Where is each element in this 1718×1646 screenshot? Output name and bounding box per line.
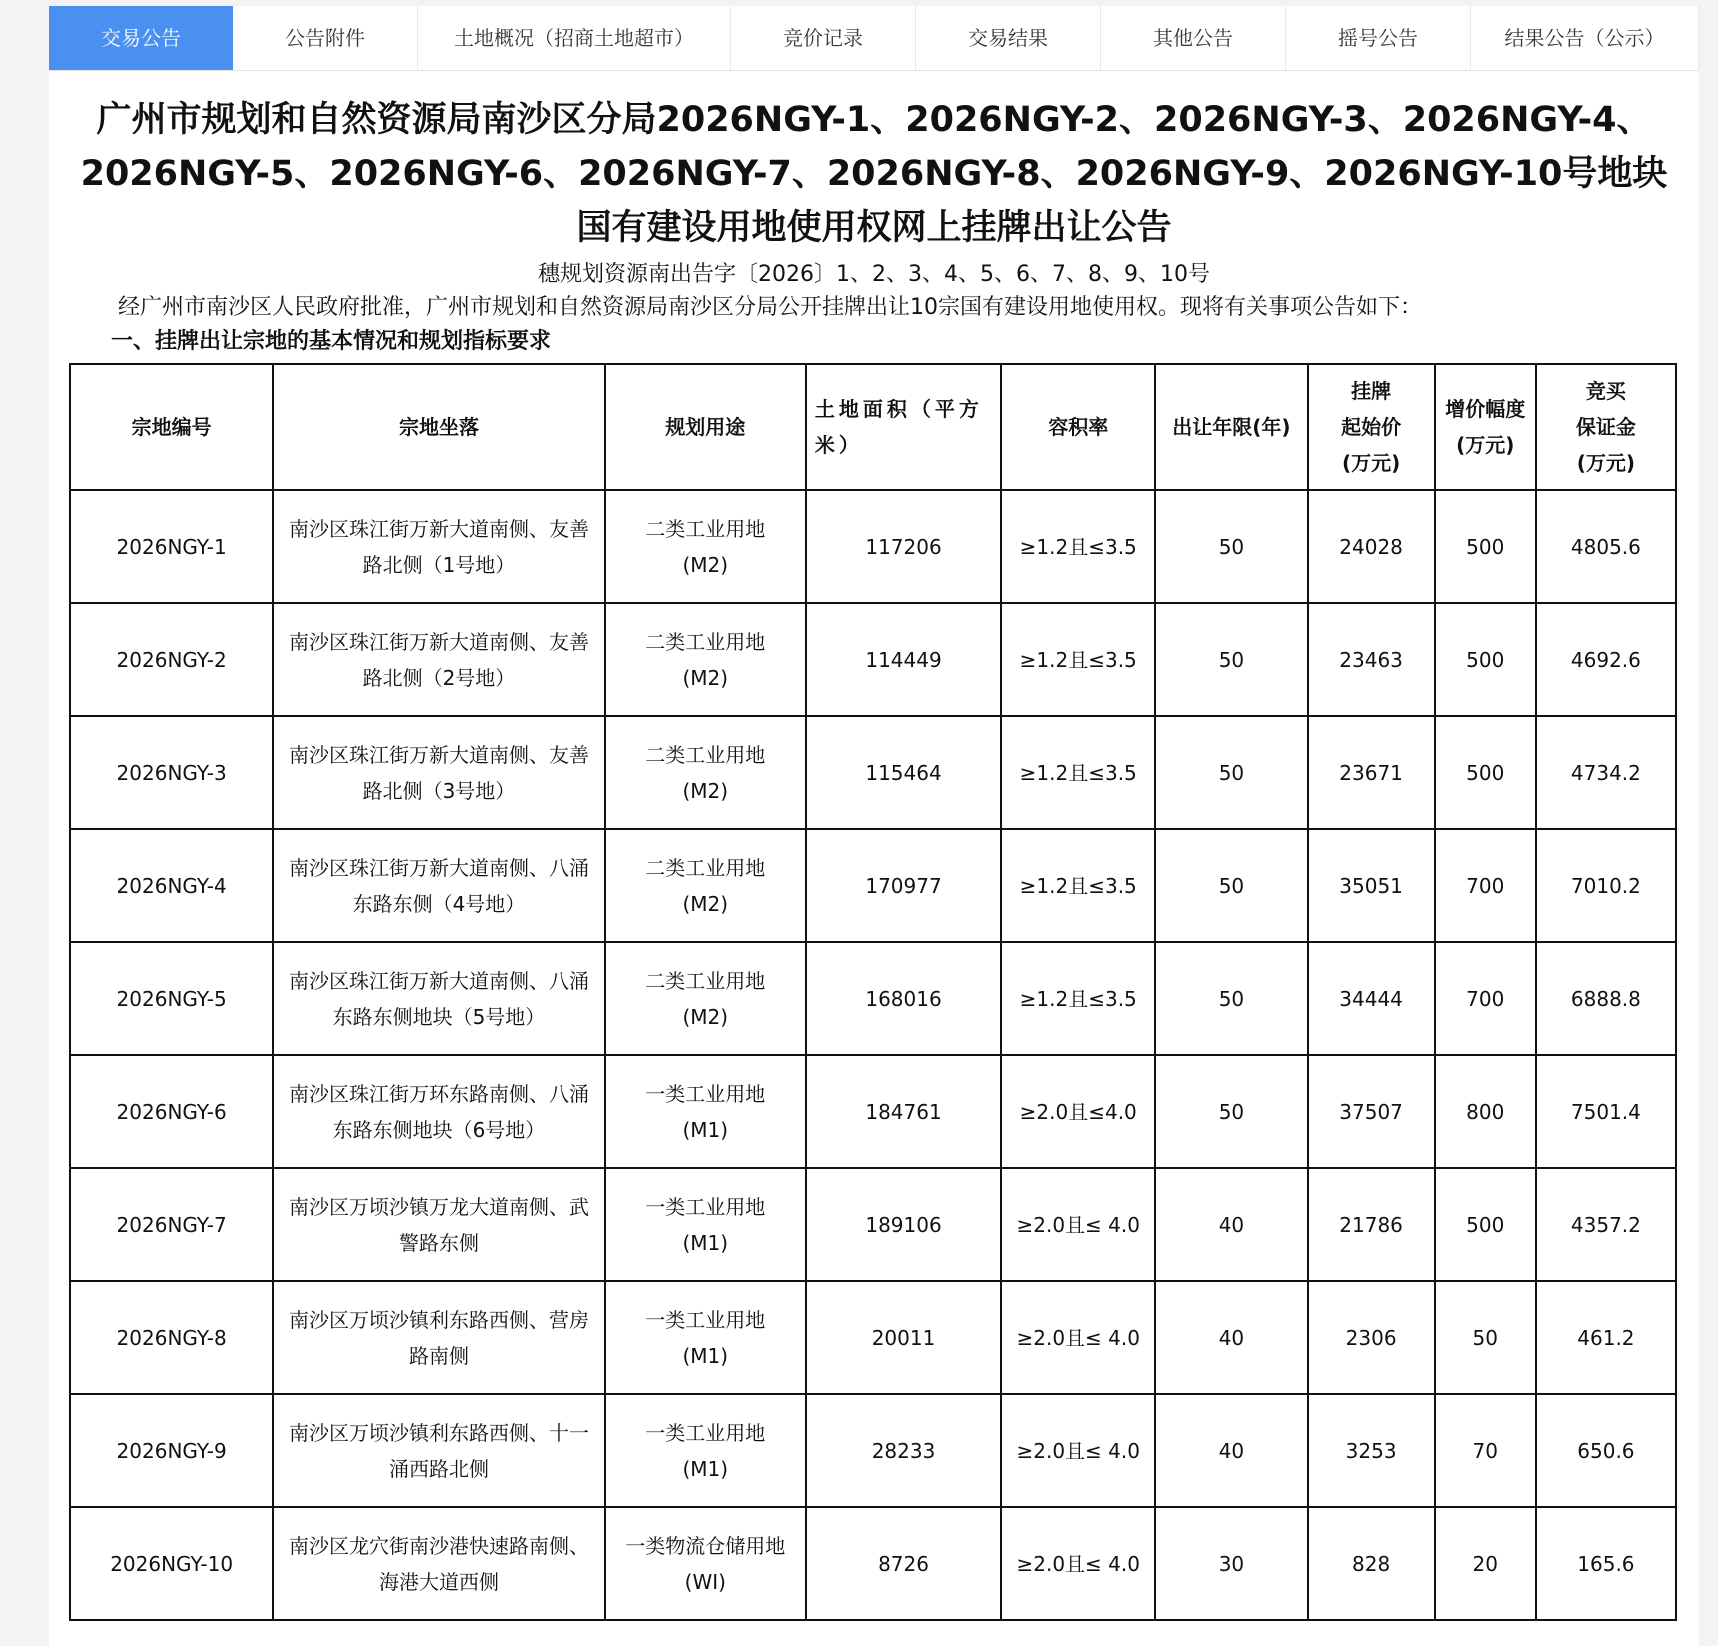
cell-lot-no: 2026NGY-7 bbox=[70, 1168, 273, 1281]
cell-use bbox=[605, 1055, 806, 1168]
page-title: 广州市规划和自然资源局南沙区分局2026NGY-1、2026NGY-2、2026NGY-3、2026NGY-4、2026NGY-5、2026NGY-6、2026NGY-7、2026NGY-8、2026NGY-9、2026NGY-10号地块国有建设用地使用权网上挂牌出让公告 bbox=[80, 100, 1668, 248]
cell-use-code: (M1) bbox=[682, 1456, 729, 1481]
cell-far: ≥2.0且≤4.0 bbox=[1001, 1055, 1155, 1168]
cell-increment: 500 bbox=[1435, 603, 1536, 716]
cell-deposit: 7010.2 bbox=[1536, 829, 1676, 942]
cell-lot-no: 2026NGY-6 bbox=[70, 1055, 273, 1168]
tab-attachments[interactable]: 公告附件 bbox=[233, 6, 418, 70]
cell-area: 8726 bbox=[806, 1507, 1001, 1620]
table-row bbox=[70, 942, 1676, 1055]
cell-use bbox=[605, 1281, 806, 1394]
cell-use bbox=[605, 1168, 806, 1281]
cell-start-price: 2306 bbox=[1308, 1281, 1435, 1394]
header-deposit-line: 保证金 bbox=[1575, 415, 1636, 439]
cell-lot-no: 2026NGY-4 bbox=[70, 829, 273, 942]
cell-start-price: 37507 bbox=[1308, 1055, 1435, 1168]
cell-deposit: 461.2 bbox=[1536, 1281, 1676, 1394]
cell-location: 南沙区万顷沙镇利东路西侧、营房路南侧 bbox=[273, 1281, 604, 1394]
table-row bbox=[70, 1394, 1676, 1507]
cell-area: 184761 bbox=[806, 1055, 1001, 1168]
cell-location: 南沙区万顷沙镇万龙大道南侧、武警路东侧 bbox=[273, 1168, 604, 1281]
cell-area: 189106 bbox=[806, 1168, 1001, 1281]
header-lot-no: 宗地编号 bbox=[70, 364, 273, 490]
tab-bid-records[interactable]: 竞价记录 bbox=[731, 6, 916, 70]
header-location: 宗地坐落 bbox=[273, 364, 604, 490]
header-increment bbox=[1435, 364, 1536, 490]
intro-paragraph: 经广州市南沙区人民政府批准，广州市规划和自然资源局南沙区分局公开挂牌出让10宗国有建设用地使用权。现将有关事项公告如下： bbox=[118, 295, 1422, 320]
cell-use-code: (M1) bbox=[682, 1343, 729, 1368]
cell-lot-no: 2026NGY-5 bbox=[70, 942, 273, 1055]
cell-use bbox=[605, 1507, 806, 1620]
cell-use-name: 二类工业用地 bbox=[645, 516, 766, 541]
cell-location: 南沙区珠江街万环东路南侧、八涌东路东侧地块（6号地） bbox=[273, 1055, 604, 1168]
header-start-price-line: (万元) bbox=[1341, 451, 1401, 475]
cell-increment: 800 bbox=[1435, 1055, 1536, 1168]
header-far: 容积率 bbox=[1001, 364, 1155, 490]
cell-deposit: 4805.6 bbox=[1536, 490, 1676, 603]
cell-far: ≥1.2且≤3.5 bbox=[1001, 716, 1155, 829]
cell-lot-no: 2026NGY-3 bbox=[70, 716, 273, 829]
cell-far: ≥2.0且≤ 4.0 bbox=[1001, 1507, 1155, 1620]
cell-lot-no: 2026NGY-9 bbox=[70, 1394, 273, 1507]
header-increment-line: 增价幅度 bbox=[1445, 397, 1526, 421]
cell-far: ≥2.0且≤ 4.0 bbox=[1001, 1168, 1155, 1281]
cell-deposit: 4692.6 bbox=[1536, 603, 1676, 716]
cell-far: ≥1.2且≤3.5 bbox=[1001, 603, 1155, 716]
cell-location: 南沙区珠江街万新大道南侧、八涌东路东侧（4号地） bbox=[273, 829, 604, 942]
cell-deposit: 4734.2 bbox=[1536, 716, 1676, 829]
cell-start-price: 35051 bbox=[1308, 829, 1435, 942]
cell-increment: 70 bbox=[1435, 1394, 1536, 1507]
header-area: 土地面积（平方米） bbox=[806, 364, 1001, 490]
cell-increment: 700 bbox=[1435, 829, 1536, 942]
cell-lot-no: 2026NGY-8 bbox=[70, 1281, 273, 1394]
table-row bbox=[70, 1507, 1676, 1620]
cell-lot-no: 2026NGY-10 bbox=[70, 1507, 273, 1620]
cell-far: ≥2.0且≤ 4.0 bbox=[1001, 1281, 1155, 1394]
cell-use-code: (M2) bbox=[682, 891, 729, 916]
cell-start-price: 21786 bbox=[1308, 1168, 1435, 1281]
cell-far: ≥1.2且≤3.5 bbox=[1001, 829, 1155, 942]
cell-lot-no: 2026NGY-2 bbox=[70, 603, 273, 716]
cell-use bbox=[605, 829, 806, 942]
land-lots-table bbox=[69, 363, 1677, 1621]
cell-increment: 50 bbox=[1435, 1281, 1536, 1394]
cell-far: ≥1.2且≤3.5 bbox=[1001, 942, 1155, 1055]
cell-use-code: (WI) bbox=[684, 1569, 726, 1594]
cell-start-price: 24028 bbox=[1308, 490, 1435, 603]
cell-use-code: (M2) bbox=[682, 778, 729, 803]
header-increment-line: (万元) bbox=[1456, 433, 1515, 457]
cell-far: ≥1.2且≤3.5 bbox=[1001, 490, 1155, 603]
cell-deposit: 6888.8 bbox=[1536, 942, 1676, 1055]
cell-use-name: 二类工业用地 bbox=[645, 968, 766, 993]
table-row bbox=[70, 1168, 1676, 1281]
cell-area: 114449 bbox=[806, 603, 1001, 716]
tab-bar bbox=[49, 6, 1699, 71]
cell-start-price: 3253 bbox=[1308, 1394, 1435, 1507]
cell-area: 20011 bbox=[806, 1281, 1001, 1394]
tab-land-overview[interactable]: 土地概况（招商土地超市） bbox=[418, 6, 731, 70]
table-row bbox=[70, 1055, 1676, 1168]
cell-increment: 500 bbox=[1435, 490, 1536, 603]
cell-location: 南沙区珠江街万新大道南侧、友善路北侧（3号地） bbox=[273, 716, 604, 829]
cell-use-name: 二类工业用地 bbox=[645, 855, 766, 880]
cell-term: 30 bbox=[1155, 1507, 1307, 1620]
cell-term: 40 bbox=[1155, 1394, 1307, 1507]
cell-deposit: 7501.4 bbox=[1536, 1055, 1676, 1168]
cell-use-name: 一类物流仓储用地 bbox=[625, 1533, 786, 1558]
cell-start-price: 828 bbox=[1308, 1507, 1435, 1620]
cell-area: 117206 bbox=[806, 490, 1001, 603]
header-deposit bbox=[1536, 364, 1676, 490]
header-deposit-line: (万元) bbox=[1576, 451, 1636, 475]
cell-term: 50 bbox=[1155, 829, 1307, 942]
document-number: 穗规划资源南出告字〔2026〕1、2、3、4、5、6、7、8、9、10号 bbox=[538, 262, 1210, 287]
cell-term: 50 bbox=[1155, 942, 1307, 1055]
cell-use-code: (M2) bbox=[682, 552, 729, 577]
tab-trade-announcement[interactable]: 交易公告 bbox=[49, 6, 233, 70]
cell-use bbox=[605, 490, 806, 603]
tab-trade-results[interactable]: 交易结果 bbox=[916, 6, 1101, 70]
cell-deposit: 165.6 bbox=[1536, 1507, 1676, 1620]
header-term: 出让年限(年) bbox=[1155, 364, 1307, 490]
tab-other-announcements[interactable]: 其他公告 bbox=[1101, 6, 1286, 70]
cell-location: 南沙区龙穴街南沙港快速路南侧、海港大道西侧 bbox=[273, 1507, 604, 1620]
cell-term: 40 bbox=[1155, 1168, 1307, 1281]
cell-term: 50 bbox=[1155, 1055, 1307, 1168]
cell-increment: 700 bbox=[1435, 942, 1536, 1055]
cell-use-name: 一类工业用地 bbox=[645, 1420, 766, 1445]
header-start-price bbox=[1308, 364, 1435, 490]
cell-use-name: 一类工业用地 bbox=[645, 1081, 766, 1106]
cell-use-name: 二类工业用地 bbox=[645, 629, 766, 654]
cell-start-price: 23463 bbox=[1308, 603, 1435, 716]
cell-use-name: 二类工业用地 bbox=[645, 742, 766, 767]
cell-use bbox=[605, 603, 806, 716]
cell-use-name: 一类工业用地 bbox=[645, 1307, 766, 1332]
table-row bbox=[70, 490, 1676, 603]
table-row bbox=[70, 1281, 1676, 1394]
cell-use-code: (M2) bbox=[682, 665, 729, 690]
tab-lottery-announcement[interactable]: 摇号公告 bbox=[1286, 6, 1471, 70]
cell-term: 50 bbox=[1155, 490, 1307, 603]
cell-start-price: 23671 bbox=[1308, 716, 1435, 829]
cell-use-code: (M2) bbox=[682, 1004, 729, 1029]
cell-location: 南沙区珠江街万新大道南侧、八涌东路东侧地块（5号地） bbox=[273, 942, 604, 1055]
cell-use bbox=[605, 1394, 806, 1507]
cell-use-name: 一类工业用地 bbox=[645, 1194, 766, 1219]
header-start-price-line: 挂牌 bbox=[1351, 379, 1392, 403]
header-use: 规划用途 bbox=[605, 364, 806, 490]
cell-term: 40 bbox=[1155, 1281, 1307, 1394]
announcement-page bbox=[49, 6, 1699, 1646]
table-row bbox=[70, 716, 1676, 829]
table-row bbox=[70, 829, 1676, 942]
cell-location: 南沙区珠江街万新大道南侧、友善路北侧（2号地） bbox=[273, 603, 604, 716]
cell-start-price: 34444 bbox=[1308, 942, 1435, 1055]
tab-result-announcement[interactable]: 结果公告（公示） bbox=[1471, 6, 1699, 70]
cell-increment: 500 bbox=[1435, 716, 1536, 829]
cell-increment: 500 bbox=[1435, 1168, 1536, 1281]
cell-location: 南沙区珠江街万新大道南侧、友善路北侧（1号地） bbox=[273, 490, 604, 603]
cell-use-code: (M1) bbox=[682, 1230, 729, 1255]
cell-deposit: 650.6 bbox=[1536, 1394, 1676, 1507]
cell-far: ≥2.0且≤ 4.0 bbox=[1001, 1394, 1155, 1507]
header-start-price-line: 起始价 bbox=[1341, 415, 1402, 439]
cell-area: 28233 bbox=[806, 1394, 1001, 1507]
cell-area: 168016 bbox=[806, 942, 1001, 1055]
table-header-row bbox=[70, 364, 1676, 490]
cell-location: 南沙区万顷沙镇利东路西侧、十一涌西路北侧 bbox=[273, 1394, 604, 1507]
cell-use-code: (M1) bbox=[682, 1117, 729, 1142]
cell-deposit: 4357.2 bbox=[1536, 1168, 1676, 1281]
cell-increment: 20 bbox=[1435, 1507, 1536, 1620]
cell-area: 115464 bbox=[806, 716, 1001, 829]
cell-use bbox=[605, 942, 806, 1055]
header-deposit-line: 竞买 bbox=[1585, 379, 1626, 403]
cell-use bbox=[605, 716, 806, 829]
table-row bbox=[70, 603, 1676, 716]
cell-term: 50 bbox=[1155, 603, 1307, 716]
cell-area: 170977 bbox=[806, 829, 1001, 942]
cell-term: 50 bbox=[1155, 716, 1307, 829]
cell-lot-no: 2026NGY-1 bbox=[70, 490, 273, 603]
section-heading: 一、挂牌出让宗地的基本情况和规划指标要求 bbox=[111, 329, 552, 354]
